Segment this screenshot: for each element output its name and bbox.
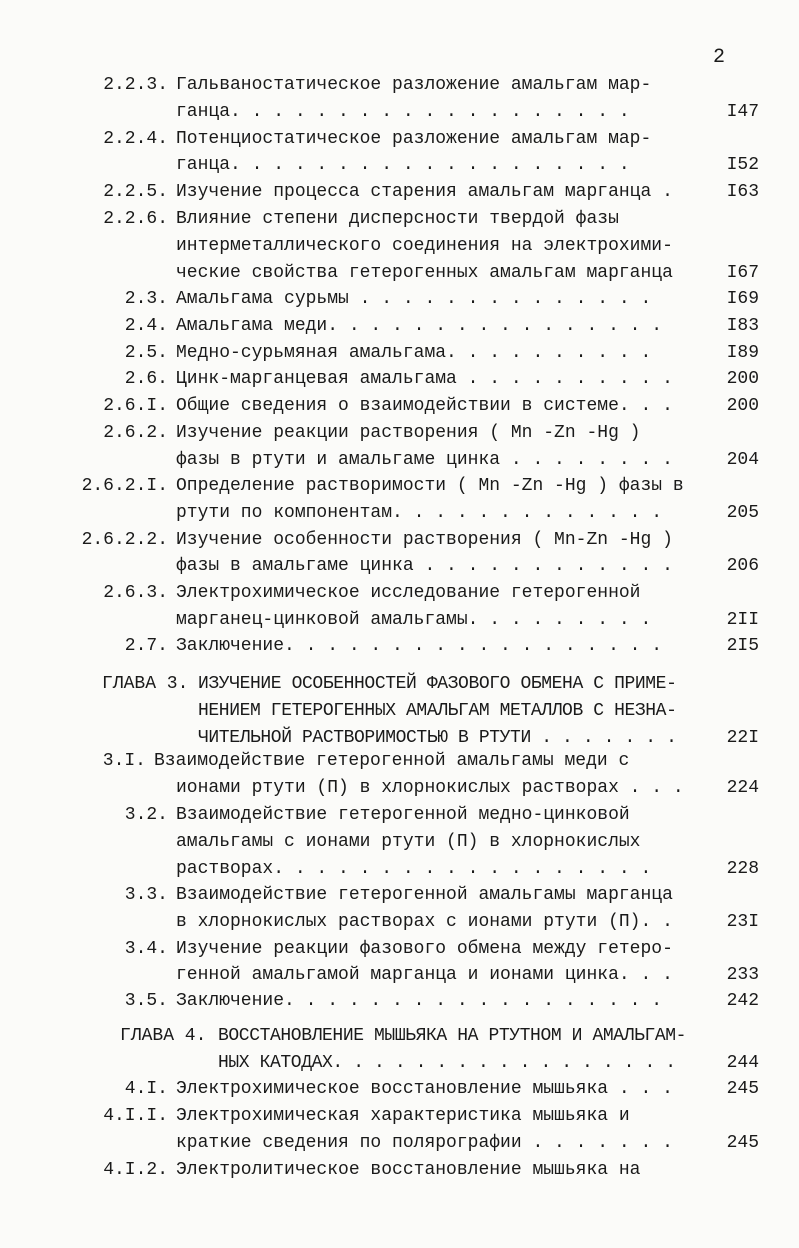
toc-entry bbox=[0, 393, 799, 419]
toc-entry-page: 244 bbox=[726, 1053, 759, 1073]
toc-entry-continuation bbox=[0, 856, 799, 882]
toc-entry-page: 200 bbox=[726, 369, 759, 389]
toc-chapter bbox=[0, 671, 799, 697]
toc-entry-number: 3.3. bbox=[124, 885, 168, 905]
toc-entry-continuation bbox=[0, 607, 799, 633]
toc-entry-page: I52 bbox=[726, 155, 759, 175]
toc-entry-continuation bbox=[0, 909, 799, 935]
toc-entry bbox=[0, 802, 799, 828]
toc-chapter bbox=[0, 1023, 799, 1049]
toc-entry-number: 2.6. bbox=[124, 369, 168, 389]
toc-entry-number: 4.I. bbox=[124, 1079, 168, 1099]
toc-entry-title: ческие свойства гетерогенных амальгам марганца bbox=[176, 263, 673, 283]
toc-entry bbox=[0, 126, 799, 152]
toc-entry-page: 23I bbox=[726, 912, 759, 932]
toc-entry-page: 22I bbox=[726, 728, 759, 748]
toc-entry-page: 245 bbox=[726, 1133, 759, 1153]
toc-entry-number: 2.3. bbox=[124, 289, 168, 309]
toc-entry-title: в хлорнокислых растворах с ионами ртути (П). . bbox=[176, 912, 673, 932]
toc-entry bbox=[0, 179, 799, 205]
toc-entry-page: I63 bbox=[726, 182, 759, 202]
toc-entry-title: Взаимодействие гетерогенной амальгамы марганца bbox=[176, 885, 673, 905]
toc-entry-number: 2.6.3. bbox=[103, 583, 168, 603]
toc-entry-page: I69 bbox=[726, 289, 759, 309]
toc-entry bbox=[0, 1103, 799, 1129]
toc-entry-page: 2I5 bbox=[726, 636, 759, 656]
toc-entry-page: 206 bbox=[726, 556, 759, 576]
toc-entry-number: 2.4. bbox=[124, 316, 168, 336]
toc-entry bbox=[0, 988, 799, 1014]
toc-entry-title: краткие сведения по полярографии . . . . . . . bbox=[176, 1133, 673, 1153]
toc-entry bbox=[0, 206, 799, 232]
toc-entry-title: Заключение. . . . . . . . . . . . . . . . . . bbox=[176, 636, 663, 656]
toc-entry-number: 2.5. bbox=[124, 343, 168, 363]
toc-entry-page: 204 bbox=[726, 450, 759, 470]
toc-entry-page: 200 bbox=[726, 396, 759, 416]
toc-entry-title: ионами ртути (П) в хлорнокислых растворах . . . bbox=[176, 778, 684, 798]
toc-chapter-title: ЧИТЕЛЬНОЙ РАСТВОРИМОСТЬЮ В РТУТИ . . . . . . . bbox=[198, 728, 677, 748]
toc-entry-title: Определение растворимости ( Mn -Zn -Hg ) фазы в bbox=[176, 476, 684, 496]
page-number: 2 bbox=[713, 46, 726, 69]
toc-entry-title: марганец-цинковой амальгамы. . . . . . . . . bbox=[176, 610, 652, 630]
toc-entry-title: Взаимодействие гетерогенной амальгамы меди с bbox=[154, 751, 630, 771]
toc-entry-title: фазы в ртути и амальгаме цинка . . . . . . . . bbox=[176, 450, 673, 470]
toc-entry-number: 2.2.4. bbox=[103, 129, 168, 149]
toc-entry bbox=[0, 580, 799, 606]
toc-entry-number: 4.I.I. bbox=[103, 1106, 168, 1126]
toc-entry-number: 3.I. bbox=[102, 751, 146, 771]
toc-entry bbox=[0, 72, 799, 98]
toc-entry-title: амальгамы с ионами ртути (П) в хлорнокислых bbox=[176, 832, 641, 852]
toc-entry-continuation bbox=[0, 233, 799, 259]
toc-entry-continuation bbox=[0, 829, 799, 855]
toc-chapter-title: НЕНИЕМ ГЕТЕРОГЕННЫХ АМАЛЬГАМ МЕТАЛЛОВ С НЕЗНА- bbox=[198, 701, 677, 721]
toc-chapter-title: ИЗУЧЕНИЕ ОСОБЕННОСТЕЙ ФАЗОВОГО ОБМЕНА С ПРИМЕ- bbox=[198, 674, 677, 694]
toc-entry bbox=[0, 527, 799, 553]
toc-entry-title: Медно-сурьмяная амальгама. . . . . . . . . . bbox=[176, 343, 652, 363]
toc-entry-title: Электрохимическая характеристика мышьяка и bbox=[176, 1106, 630, 1126]
toc-entry-number: 2.2.6. bbox=[103, 209, 168, 229]
toc-entry-page: 2II bbox=[726, 610, 759, 630]
toc-entry-title: фазы в амальгаме цинка . . . . . . . . . . . . bbox=[176, 556, 673, 576]
toc-chapter-number: ГЛАВА 4. bbox=[120, 1026, 207, 1046]
toc-entry bbox=[0, 1076, 799, 1102]
toc-entry-continuation bbox=[0, 447, 799, 473]
toc-entry-page: 205 bbox=[726, 503, 759, 523]
toc-entry-title: Цинк-марганцевая амальгама . . . . . . . . . . bbox=[176, 369, 673, 389]
toc-entry-title: Изучение реакции растворения ( Mn -Zn -Hg ) bbox=[176, 423, 641, 443]
toc-entry-continuation bbox=[0, 260, 799, 286]
toc-entry bbox=[0, 882, 799, 908]
toc-entry bbox=[0, 313, 799, 339]
toc-entry-title: Амальгама меди. . . . . . . . . . . . . . . . bbox=[176, 316, 663, 336]
toc-entry-page: 245 bbox=[726, 1079, 759, 1099]
toc-entry-title: Изучение реакции фазового обмена между гетеро- bbox=[176, 939, 673, 959]
toc-entry bbox=[0, 633, 799, 659]
toc-entry-number: 4.I.2. bbox=[103, 1160, 168, 1180]
toc-entry bbox=[0, 366, 799, 392]
toc-entry-continuation bbox=[0, 152, 799, 178]
toc-entry-title: Заключение. . . . . . . . . . . . . . . . . . bbox=[176, 991, 663, 1011]
toc-entry-title: Общие сведения о взаимодействии в системе. . . bbox=[176, 396, 673, 416]
toc-entry-page: I47 bbox=[726, 102, 759, 122]
toc-entry-number: 2.6.I. bbox=[103, 396, 168, 416]
toc-entry-title: ганца. . . . . . . . . . . . . . . . . . . bbox=[176, 102, 630, 122]
toc-entry-number: 2.2.5. bbox=[103, 182, 168, 202]
toc-entry-number: 2.7. bbox=[124, 636, 168, 656]
toc-entry-page: 224 bbox=[726, 778, 759, 798]
toc-chapter-title: НЫХ КАТОДАХ. . . . . . . . . . . . . . . . . bbox=[218, 1053, 676, 1073]
toc-entry-title: генной амальгамой марганца и ионами цинка. . . bbox=[176, 965, 673, 985]
toc-entry-number: 3.5. bbox=[124, 991, 168, 1011]
toc-entry bbox=[0, 420, 799, 446]
toc-entry bbox=[0, 936, 799, 962]
toc-entry-continuation bbox=[0, 500, 799, 526]
toc-entry-page: 233 bbox=[726, 965, 759, 985]
toc-entry-title: ганца. . . . . . . . . . . . . . . . . . . bbox=[176, 155, 630, 175]
toc-entry bbox=[0, 748, 799, 774]
toc-entry-title: Изучение особенности растворения ( Mn-Zn -Hg ) bbox=[176, 530, 673, 550]
toc-entry bbox=[0, 286, 799, 312]
toc-entry-continuation bbox=[0, 1130, 799, 1156]
toc-entry-page: I67 bbox=[726, 263, 759, 283]
toc-entry-title: Электролитическое восстановление мышьяка на bbox=[176, 1160, 641, 1180]
toc-entry-page: 228 bbox=[726, 859, 759, 879]
toc-entry-number: 3.2. bbox=[124, 805, 168, 825]
toc-entry-title: Гальваностатическое разложение амальгам мар- bbox=[176, 75, 652, 95]
toc-entry-title: Влияние степени дисперсности твердой фазы bbox=[176, 209, 619, 229]
toc-entry bbox=[0, 340, 799, 366]
toc-entry-title: Изучение процесса старения амальгам марганца . bbox=[176, 182, 673, 202]
toc-entry-title: Электрохимическое восстановление мышьяка . . . bbox=[176, 1079, 673, 1099]
toc-entry-page: 242 bbox=[726, 991, 759, 1011]
toc-entry-continuation bbox=[0, 775, 799, 801]
toc-entry-number: 2.6.2.2. bbox=[81, 530, 168, 550]
toc-entry-continuation bbox=[0, 99, 799, 125]
toc-entry-number: 2.6.2. bbox=[103, 423, 168, 443]
toc-entry-title: Взаимодействие гетерогенной медно-цинковой bbox=[176, 805, 630, 825]
toc-chapter-continuation bbox=[0, 1050, 799, 1076]
toc-entry bbox=[0, 1157, 799, 1183]
toc-entry-title: растворах. . . . . . . . . . . . . . . . . . bbox=[176, 859, 652, 879]
toc-entry-title: Электрохимическое исследование гетерогенной bbox=[176, 583, 641, 603]
toc-entry-title: Амальгама сурьмы . . . . . . . . . . . . . . bbox=[176, 289, 652, 309]
toc-entry-page: I83 bbox=[726, 316, 759, 336]
toc-entry-number: 2.6.2.I. bbox=[81, 476, 168, 496]
toc-entry-title: ртути по компонентам. . . . . . . . . . . . . bbox=[176, 503, 663, 523]
toc-entry bbox=[0, 473, 799, 499]
toc-entry-number: 2.2.3. bbox=[103, 75, 168, 95]
toc-entry-continuation bbox=[0, 962, 799, 988]
toc-chapter-title: ВОССТАНОВЛЕНИЕ МЫШЬЯКА НА РТУТНОМ И АМАЛЬГАМ- bbox=[218, 1026, 687, 1046]
toc-entry-title: Потенциостатическое разложение амальгам мар- bbox=[176, 129, 652, 149]
toc-entry-continuation bbox=[0, 553, 799, 579]
toc-chapter-continuation bbox=[0, 698, 799, 724]
toc-chapter-number: ГЛАВА 3. bbox=[102, 674, 189, 694]
toc-entry-number: 3.4. bbox=[124, 939, 168, 959]
toc-entry-title: интерметаллического соединения на электрохими- bbox=[176, 236, 673, 256]
toc-entry-page: I89 bbox=[726, 343, 759, 363]
